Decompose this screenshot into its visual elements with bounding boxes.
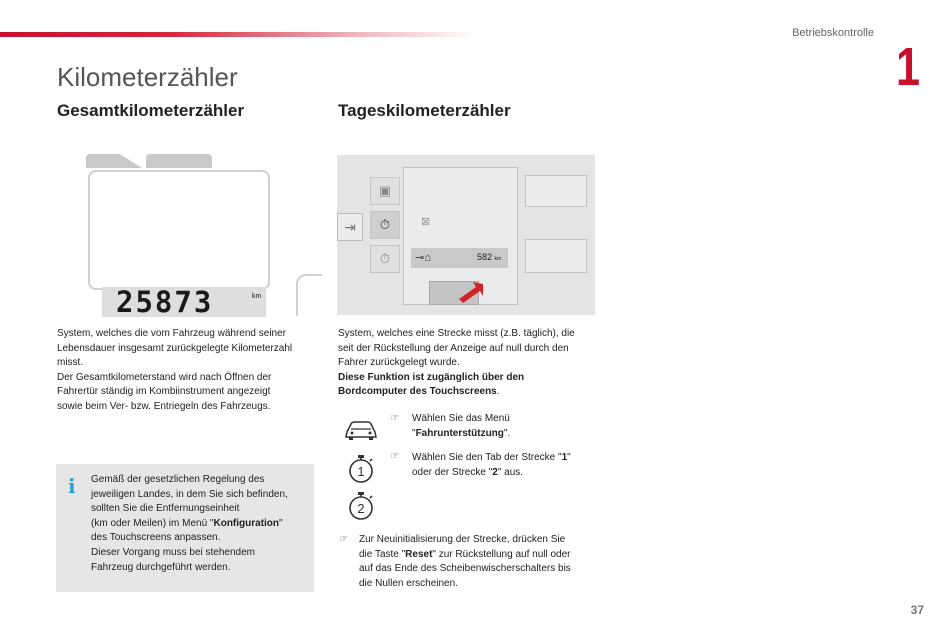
section-label: Betriebskontrolle [792,27,874,39]
odometer-unit: km [252,293,262,300]
step3-line: die Nullen erscheinen. [359,577,458,589]
chapter-number: 1 [896,37,921,97]
stopwatch-1-icon [346,453,376,485]
odometer-value: 25873 [116,285,214,319]
side-tile-top [525,175,587,207]
svg-text:2: 2 [357,501,365,516]
stopwatch-2-icon [346,490,376,522]
info-line: Fahrzeug durchgeführt werden. [91,561,231,573]
info-line: jeweiligen Landes, in dem Sie sich befinden, [91,488,288,500]
left-para-line: Lebensdauer insgesamt zurückgelegte Kilometerzahl [57,342,293,354]
header-accent-bar [0,32,480,37]
cluster-tab-right [146,154,212,168]
right-para-line: Fahrer zurückgelegt wurde. [338,357,460,369]
right-para-line: seit der Rückstellung der Anzeige auf null durch den [338,342,569,354]
step3-text [359,533,599,591]
step3-line: die Taste "Reset" zur Rückstellung auf null oder [359,548,571,560]
cluster-tab-left [86,154,142,168]
left-heading: Gesamtkilometerzähler [57,101,245,120]
trip-distance-value: 582 [477,252,493,262]
car-icon: ⊸⌂ [415,252,431,264]
arrow-icon [453,281,485,309]
bullet-icon: ☞ [390,413,399,424]
menu-icon-top: ▣ [370,177,400,205]
info-line: des Touchscreens anpassen. [91,532,221,544]
step2-line: Wählen Sie den Tab der Strecke "1" [412,452,571,463]
info-box [56,464,314,592]
right-para-line: System, welches eine Strecke misst (z.B. täglich), die [338,328,575,339]
step2-text [412,451,598,480]
trip-distance-unit: km [494,256,502,262]
left-para-line: System, welches die vom Fahrzeug während seiner [57,328,286,339]
info-text [91,473,309,575]
stopwatch-1-tab-icon: ⏱ [370,211,400,239]
car-menu-icon [343,418,379,442]
page-number: 37 [910,603,924,617]
trip-small-icon: ⊠ [421,216,431,228]
step1-line: "Fahrunterstützung". [412,427,511,439]
bullet-icon: ☞ [339,534,348,545]
info-icon: i [68,474,76,498]
trip-distance-row [411,248,508,268]
step1-line: Wählen Sie das Menü [412,413,510,424]
cluster-display-frame [88,170,270,290]
svg-text:1: 1 [357,464,365,479]
bullet-icon: ☞ [390,451,399,462]
step1-text [412,412,592,441]
left-para-line: sowie beim Ver- bzw. Entriegeln des Fahrzeugs. [57,400,271,412]
left-para-line: Der Gesamtkilometerstand wird nach Öffnen der [57,371,272,383]
info-line: Dieser Vorgang muss bei stehendem [91,546,255,558]
info-line: sollten Sie die Entfernungseinheit [91,503,240,515]
step2-line: oder der Strecke "2" aus. [412,466,524,478]
odometer-display [102,287,266,317]
right-para-bold-line: Diese Funktion ist zugänglich über den [338,371,525,383]
left-paragraph [57,327,315,415]
page-title: Kilometerzähler [57,62,238,92]
left-para-line: Fahrertür ständig im Kombiinstrument angezeigt [57,386,271,398]
left-para-line: misst. [57,357,84,369]
stopwatch-2-tab-icon: ⏱ [370,245,400,273]
step3-line: Zur Neuinitialisierung der Strecke, drücken Sie [359,534,566,545]
right-heading: Tageskilometerzähler [338,101,511,120]
right-para-bold-line: Bordcomputer des Touchscreens. [338,386,500,398]
gauge-arc [296,274,322,316]
step3-line: auf das Ende des Scheibenwischerschalters bis [359,563,571,575]
touchscreen-illustration [337,155,595,315]
right-paragraph [338,327,598,400]
info-line: Gemäß der gesetzlichen Regelung des [91,474,265,485]
side-tile-bottom [525,239,587,273]
odometer-illustration [84,150,320,320]
info-line: (km oder Meilen) im Menü "Konfiguration" [91,517,283,529]
exit-icon: ⇥ [337,213,363,241]
